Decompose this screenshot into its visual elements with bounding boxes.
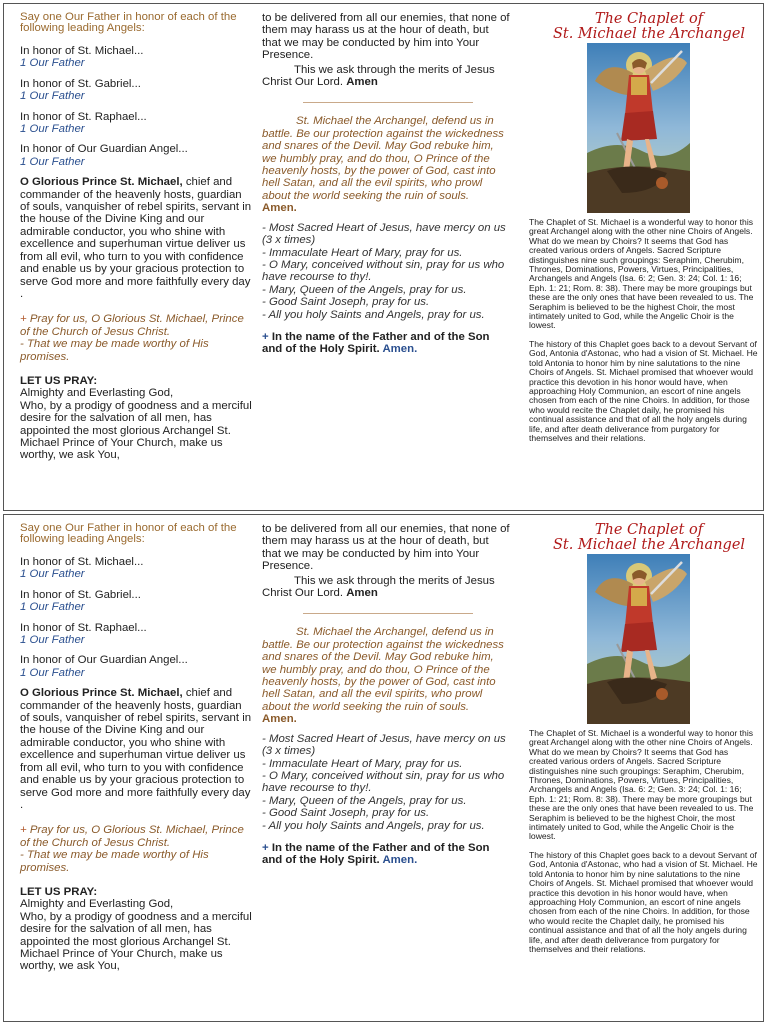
sign-amen: Amen.	[382, 854, 418, 867]
litany-line-3: - O Mary, conceived without sin, pray for us who have recourse to thy!.	[262, 769, 505, 795]
our-father-1: 1 Our Father	[20, 568, 85, 581]
honor-guardian: In honor of Our Guardian Angel...	[20, 654, 188, 667]
glorious-prayer	[20, 687, 252, 811]
michael-prayer-body: St. Michael the Archangel, defend us in battle. Be our protection against the wickedness and snares of the Devil. May God rebuke him, we humbly pray, and do thou, O Prince of the heavenly hosts, by the power of God, cast into hell Satan, and all the evil spirits, who prowl about the world seeking the ruin of souls.	[262, 115, 504, 202]
honor-raphael: In honor of St. Raphael...	[20, 621, 147, 634]
our-father-1: 1 Our Father	[20, 57, 85, 70]
merits-amen: Amen	[346, 76, 378, 89]
litany-line-4: - Mary, Queen of the Angels, pray for us.	[262, 794, 467, 807]
our-father-4: 1 Our Father	[20, 155, 85, 168]
sign-text: In the name of the Father and of the Son and of the Holy Spirit.	[262, 841, 490, 867]
divider	[303, 102, 473, 103]
almighty-line: Almighty and Everlasting God,	[20, 387, 174, 400]
let-us-pray-heading: LET US PRAY:	[20, 885, 98, 898]
st-michael-icon	[587, 554, 690, 724]
merits-body: This we ask through the merits of Jesus Christ Our Lord.	[262, 574, 495, 600]
glorious-prayer	[20, 176, 252, 300]
title-line-1: The Chaplet of	[594, 11, 704, 27]
litany	[262, 222, 510, 321]
chaplet-description: The Chaplet of St. Michael is a wonderful way to honor this great Archangel along with the other nine Choirs of Angels. What do we mean by Choirs? It seems that God has created various orders of Angels. Sacred Scripture distinguishes nine such groupings: Seraphim, Cherubim, Thrones, Dominations, Powers, Virtues, Principalities, Archangels and Angels (Isa. 6: 2; Gen. 3: 24; Col. 1: 16; Eph. 1: 21; Rom. 8: 38). There may be more groupings but these are the only ones that have been revealed to us. The Seraphim is believed to be the highest Choir, the most intimately united to God, while the Angelic Choir is the lowest.	[529, 217, 754, 331]
litany-line-6: - All you holy Saints and Angels, pray for us.	[262, 819, 485, 832]
column-middle	[262, 523, 510, 867]
merits-body: This we ask through the merits of Jesus Christ Our Lord.	[262, 63, 495, 89]
almighty-line: Almighty and Everlasting God,	[20, 898, 174, 911]
chaplet-title	[539, 12, 759, 42]
plus-sign: +	[20, 313, 27, 326]
litany-line-2: - Immaculate Heart of Mary, pray for us.	[262, 246, 463, 259]
honor-gabriel: In honor of St. Gabriel...	[20, 77, 141, 90]
intro-text: Say one Our Father in honor of each of the following leading Angels:	[20, 11, 237, 34]
let-us-pray-heading: LET US PRAY:	[20, 374, 98, 387]
card-top	[3, 3, 764, 511]
sign-plus: +	[262, 330, 269, 343]
glorious-body: chief and commander of the heavenly hosts, guardian of souls, vanquisher of rebel spirits, servant in the house of the Divine King and our admirable conductor, you who shine with excellence and superhuman virtue deliver us from all evil, who turn to you with confidence and enable us by your gracious protection to serve God more and more faithfully every day .	[20, 176, 252, 300]
michael-prayer-body: St. Michael the Archangel, defend us in battle. Be our protection against the wickedness and snares of the Devil. May God rebuke him, we humbly pray, and do thou, O Prince of the heavenly hosts, by the power of God, cast into hell Satan, and all the evil spirits, who prowl about the world seeking the ruin of souls.	[262, 626, 504, 713]
title-line-2: St. Michael the Archangel	[552, 26, 746, 42]
st-michael-icon	[587, 43, 690, 213]
litany-line-4: - Mary, Queen of the Angels, pray for us.	[262, 283, 467, 296]
pray-for-us	[20, 313, 252, 338]
sign-text: In the name of the Father and of the Son and of the Holy Spirit.	[262, 330, 490, 356]
litany	[262, 733, 510, 832]
card-bottom	[3, 514, 764, 1022]
worthy-response: - That we may be made worthy of His promises.	[20, 849, 209, 874]
our-father-3: 1 Our Father	[20, 634, 85, 647]
michael-prayer-amen: Amen.	[262, 202, 297, 215]
who-paragraph: Who, by a prodigy of goodness and a merciful desire for the salvation of all men, has appointed the most glorious Archangel St. Michael Prince of Your Church, make us worthy, we ask You,	[20, 910, 252, 973]
michael-prayer-amen: Amen.	[262, 713, 297, 726]
glorious-body: chief and commander of the heavenly hosts, guardian of souls, vanquisher of rebel spirits, servant in the house of the Divine King and our admirable conductor, you who shine with excellence and superhuman virtue deliver us from all evil, who turn to you with confidence and enable us by your gracious protection to serve God more and more faithfully every day .	[20, 687, 252, 811]
merits-amen: Amen	[346, 587, 378, 600]
glorious-heading: O Glorious Prince St. Michael,	[20, 687, 183, 700]
column-left	[20, 12, 252, 462]
column-middle	[262, 12, 510, 356]
intro-text: Say one Our Father in honor of each of the following leading Angels:	[20, 522, 237, 545]
sign-amen: Amen.	[382, 343, 418, 356]
sign-plus: +	[262, 841, 269, 854]
honor-michael: In honor of St. Michael...	[20, 556, 144, 568]
plus-sign: +	[20, 824, 27, 837]
michael-prayer	[262, 626, 510, 725]
chaplet-history: The history of this Chaplet goes back to a devout Servant of God, Antonia d'Astonac, who had a vision of St. Michael. He told Antonia to honor him by nine salutations to the nine Choirs of Angels. St. Michael promised that whoever would practice this devotion in his honor would have, when approaching Holy Communion, an escort of nine angels chosen from each of the nine Choirs. In addition, for those who would recite the Chaplet daily, he promised his continual assistance and that of all the holy angels during life, and after death deliverance from purgatory for themselves and their relations.	[529, 849, 758, 954]
who-paragraph: Who, by a prodigy of goodness and a merciful desire for the salvation of all men, has appointed the most glorious Archangel St. Michael Prince of Your Church, make us worthy, we ask You,	[20, 399, 252, 462]
pray-for-us	[20, 824, 252, 849]
title-line-2: St. Michael the Archangel	[552, 537, 746, 553]
honor-raphael: In honor of St. Raphael...	[20, 110, 147, 123]
pray-for-us-text: Pray for us, O Glorious St. Michael, Prince of the Church of Jesus Christ.	[20, 824, 244, 849]
deliver-text: to be delivered from all our enemies, that none of them may harass us at the hour of death, but that we may be conducted by him into Your Presence.	[262, 523, 510, 573]
worthy-response: - That we may be made worthy of His promises.	[20, 338, 209, 363]
honor-guardian: In honor of Our Guardian Angel...	[20, 143, 188, 156]
our-father-3: 1 Our Father	[20, 123, 85, 136]
chaplet-description: The Chaplet of St. Michael is a wonderful way to honor this great Archangel along with the other nine Choirs of Angels. What do we mean by Choirs? It seems that God has created various orders of Angels. Sacred Scripture distinguishes nine such groupings: Seraphim, Cherubim, Thrones, Dominations, Powers, Virtues, Principalities, Archangels and Angels (Isa. 6: 2; Gen. 3: 24; Col. 1: 16; Eph. 1: 21; Rom. 8: 38). There may be more groupings but these are the only ones that have been revealed to us. The Seraphim is believed to be the highest Choir, the most intimately united to God, while the Angelic Choir is the lowest.	[529, 728, 754, 842]
litany-line-1: - Most Sacred Heart of Jesus, have mercy on us (3 x times)	[262, 221, 506, 247]
litany-line-3: - O Mary, conceived without sin, pray for us who have recourse to thy!.	[262, 258, 505, 284]
column-right	[529, 523, 759, 963]
honor-michael: In honor of St. Michael...	[20, 45, 144, 57]
our-father-4: 1 Our Father	[20, 666, 85, 679]
deliver-text: to be delivered from all our enemies, that none of them may harass us at the hour of death, but that we may be conducted by him into Your Presence.	[262, 12, 510, 62]
chaplet-title	[539, 523, 759, 553]
litany-line-6: - All you holy Saints and Angels, pray for us.	[262, 308, 485, 321]
litany-line-1: - Most Sacred Heart of Jesus, have mercy on us (3 x times)	[262, 732, 506, 758]
litany-line-5: - Good Saint Joseph, pray for us.	[262, 807, 430, 820]
pray-for-us-text: Pray for us, O Glorious St. Michael, Prince of the Church of Jesus Christ.	[20, 313, 244, 338]
divider	[303, 613, 473, 614]
sign-of-cross	[262, 842, 510, 867]
chaplet-history: The history of this Chaplet goes back to a devout Servant of God, Antonia d'Astonac, who had a vision of St. Michael. He told Antonia to honor him by nine salutations to the nine Choirs of Angels. St. Michael promised that whoever would practice this devotion in his honor would have, when approaching Holy Communion, an escort of nine angels chosen from each of the nine Choirs. In addition, for those who would recite the Chaplet daily, he promised his continual assistance and that of all the holy angels during life, and after death deliverance from purgatory for themselves and their relations.	[529, 338, 758, 443]
column-left	[20, 523, 252, 973]
merits-text	[262, 64, 510, 89]
honor-gabriel: In honor of St. Gabriel...	[20, 588, 141, 601]
michael-prayer	[262, 115, 510, 214]
our-father-2: 1 Our Father	[20, 90, 85, 103]
sign-of-cross	[262, 331, 510, 356]
litany-line-5: - Good Saint Joseph, pray for us.	[262, 296, 430, 309]
merits-text	[262, 575, 510, 600]
our-father-2: 1 Our Father	[20, 601, 85, 614]
glorious-heading: O Glorious Prince St. Michael,	[20, 176, 183, 189]
litany-line-2: - Immaculate Heart of Mary, pray for us.	[262, 757, 463, 770]
title-line-1: The Chaplet of	[594, 522, 704, 538]
column-right	[529, 12, 759, 452]
